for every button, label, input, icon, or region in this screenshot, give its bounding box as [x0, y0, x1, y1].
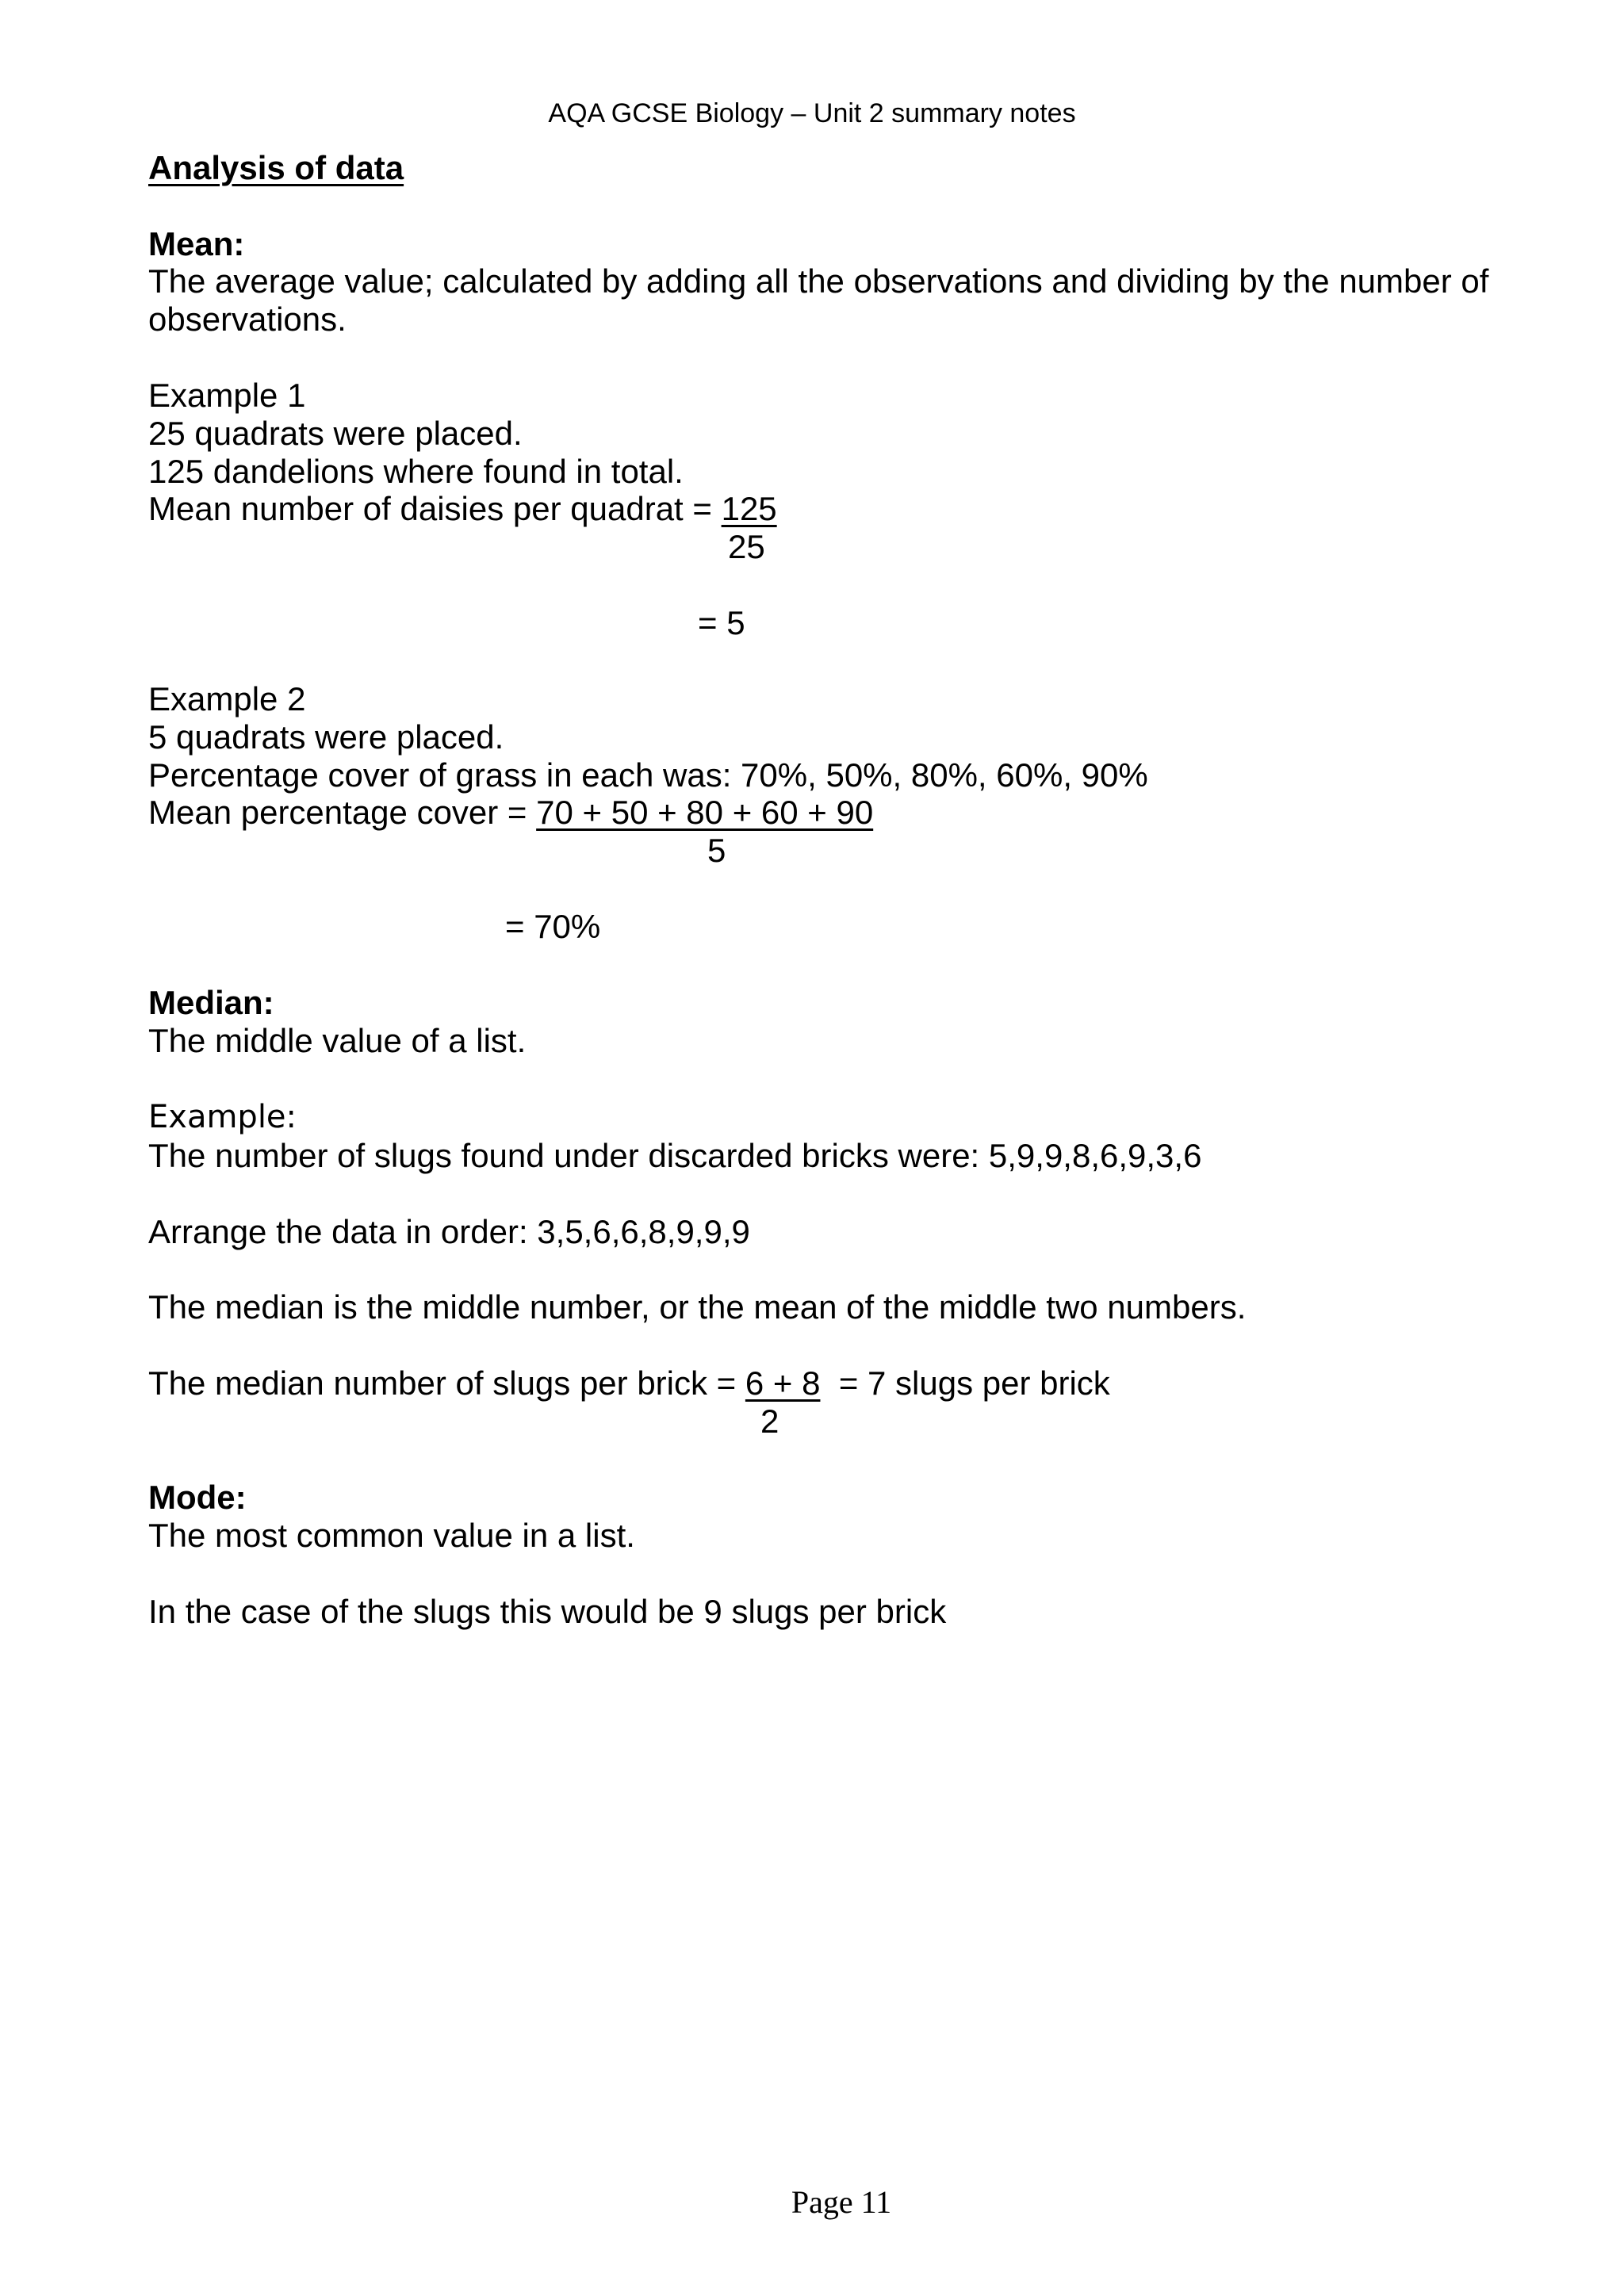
median-denominator: 2 [760, 1402, 779, 1440]
mode-definition: The most common value in a list. [148, 1517, 635, 1554]
example-1-numerator: 125 [721, 490, 777, 527]
mode-line-1: In the case of the slugs this would be 9 slugs per brick [148, 1593, 947, 1630]
example-1-line-1: 25 quadrats were placed. [148, 415, 523, 452]
example-2-line-1: 5 quadrats were placed. [148, 718, 504, 756]
example-2-denominator: 5 [707, 832, 726, 869]
example-1-formula-prefix: Mean number of daisies per quadrat = [148, 490, 722, 527]
example-2-line-3 [148, 796, 873, 829]
median-line-2: Arrange the data in order: 3,5,6,6,8,9,9,9 [148, 1213, 750, 1250]
mode-heading: Mode: [148, 1479, 247, 1516]
example-1-line-3 [148, 492, 777, 526]
median-line-4 [148, 1364, 1110, 1402]
median-example-label: Example: [148, 1099, 297, 1135]
median-line-1: The number of slugs found under discarded bricks were: 5,9,9,8,6,9,3,6 [148, 1137, 1202, 1174]
example-1-line-2: 125 dandelions where found in total. [148, 453, 684, 490]
example-1-label: Example 1 [148, 377, 306, 414]
median-formula-suffix: = 7 slugs per brick [838, 1364, 1110, 1402]
median-line-3: The median is the middle number, or the mean of the middle two numbers. [148, 1288, 1247, 1326]
example-2-result: = 70% [505, 908, 601, 945]
median-numerator: 6 + 8 [745, 1364, 821, 1402]
example-1-denominator: 25 [728, 528, 765, 565]
example-1-result: = 5 [698, 604, 745, 641]
example-2-label: Example 2 [148, 680, 306, 718]
example-2-numerator: 70 + 50 + 80 + 60 + 90 [536, 794, 874, 831]
mean-definition-line-2: observations. [148, 300, 347, 338]
page-number: Page 11 [791, 2184, 892, 2220]
example-2-formula-prefix: Mean percentage cover = [148, 794, 537, 831]
mean-definition-line-1: The average value; calculated by adding all the observations and dividing by the number of [148, 262, 1489, 300]
median-heading: Median: [148, 984, 274, 1021]
section-heading: Analysis of data [148, 149, 404, 186]
mean-heading: Mean: [148, 225, 245, 262]
document-header: AQA GCSE Biology – Unit 2 summary notes [548, 98, 1076, 128]
median-definition: The middle value of a list. [148, 1022, 527, 1059]
median-formula-prefix: The median number of slugs per brick = [148, 1364, 745, 1402]
example-2-line-2: Percentage cover of grass in each was: 70%, 50%, 80%, 60%, 90% [148, 756, 1148, 794]
